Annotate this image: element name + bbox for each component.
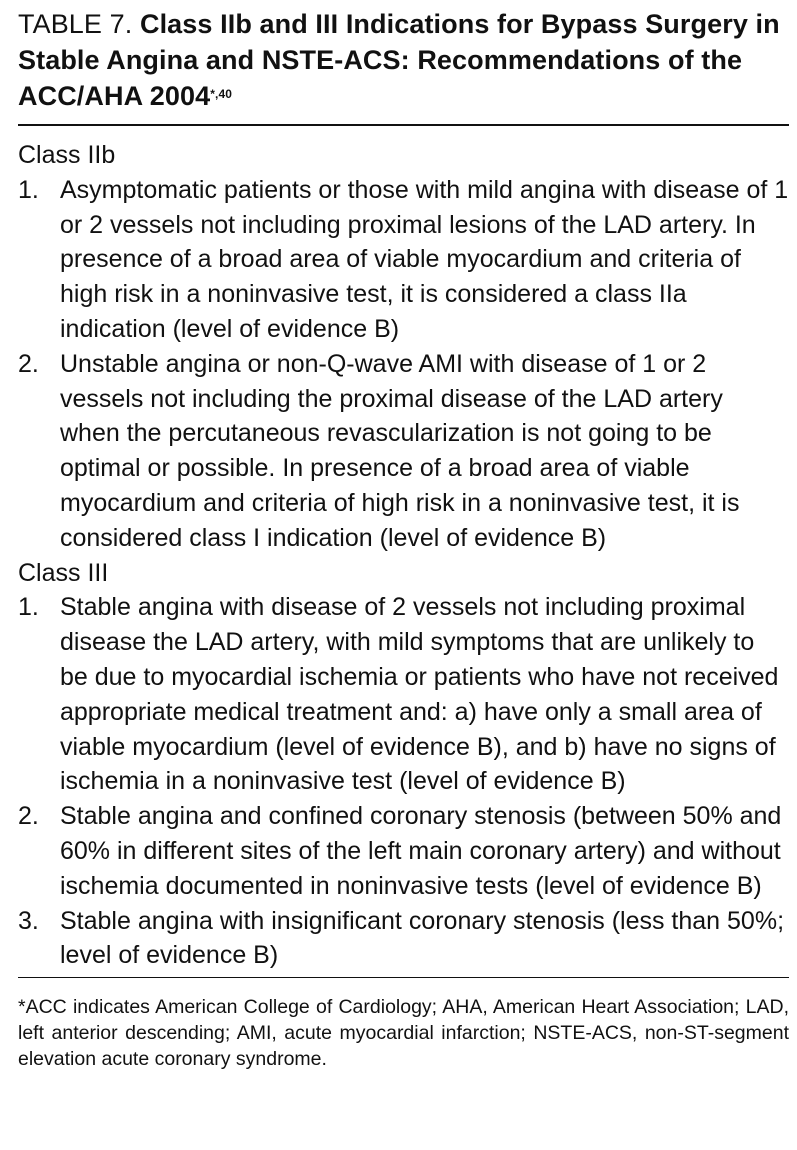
- item-number: 3.: [18, 906, 39, 935]
- table-label: TABLE 7.: [18, 9, 133, 39]
- item-text: Asymptomatic patients or those with mild angina with disease of 1 or 2 vessels not including proximal lesions of the LAD artery. In presence of a broad area of viable myocardium and criteria of high risk in a noninvasive test, it is considered a class IIa indication (level of evidence B): [60, 175, 789, 343]
- list-item: [18, 590, 789, 799]
- item-number: 2.: [18, 349, 39, 378]
- section-heading: Class III: [18, 558, 109, 587]
- item-text: Unstable angina or non-Q-wave AMI with disease of 1 or 2 vessels not including the proximal disease of the LAD artery when the percutaneous revascularization is not going to be optimal or possible. In presence of a broad area of viable myocardium and criteria of high risk in a noninvasive test, it is considered class I indication (level of evidence B): [60, 349, 740, 552]
- list-item: [18, 904, 789, 974]
- table-7: [18, 0, 789, 1072]
- section-class-iib: [18, 138, 789, 556]
- table-body: [18, 126, 789, 977]
- table-title-text: Class IIb and III Indications for Bypass Surgery in Stable Angina and NSTE-ACS: Recommendations of the ACC/AHA 2004: [18, 9, 780, 111]
- table-footnote: *ACC indicates American College of Cardiology; AHA, American Heart Association; LAD, left anterior descending; AMI, acute myocardial infarction; NSTE-ACS, non-ST-segment elevation acute coronary syndrome.: [18, 996, 789, 1071]
- table-title: [18, 0, 789, 114]
- title-footnote-ref: *,40: [210, 87, 233, 101]
- item-number: 2.: [18, 802, 39, 831]
- item-number: 1.: [18, 593, 39, 622]
- item-list: [18, 590, 789, 973]
- list-item: [18, 799, 789, 903]
- section-class-iii: [18, 556, 789, 974]
- section-heading: Class IIb: [18, 141, 116, 169]
- item-number: 1.: [18, 175, 39, 204]
- item-text: Stable angina with insignificant coronary stenosis (less than 50%; level of evidence B): [60, 906, 785, 970]
- list-item: [18, 347, 789, 556]
- list-item: [18, 173, 789, 347]
- item-text: Stable angina and confined coronary stenosis (between 50% and 60% in different sites of the left main coronary artery) and without ischemia documented in noninvasive tests (level of evidence B): [60, 802, 782, 900]
- item-text: Stable angina with disease of 2 vessels not including proximal disease the LAD artery, with mild symptoms that are unlikely to be due to myocardial ischemia or patients who have not received appropriate medical treatment and: a) have only a small area of viable myocardium (level of evidence B), and b) have no signs of ischemia in a noninvasive test (level of evidence B): [60, 593, 779, 796]
- item-list: [18, 173, 789, 556]
